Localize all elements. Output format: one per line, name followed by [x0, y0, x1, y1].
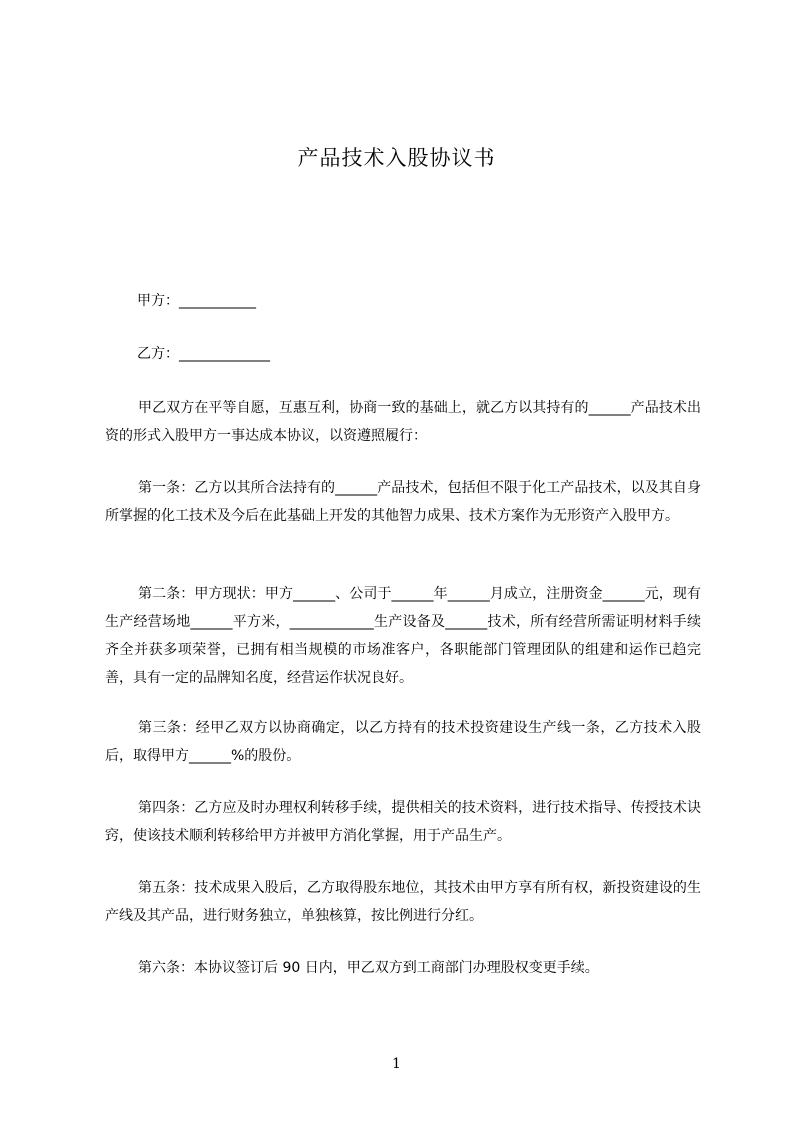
document-title: 产品技术入股协议书 [297, 146, 496, 170]
article-2: 第二条：甲方现状：甲方______、公司于______年______月成立，注册资金______元，现有生产经营场地______平方米，____________生产设备及______技术，所有经营所需证明材料手续齐全并获多项荣誉，已拥有相当规模的市场准客户，各职能部门管理团队的组建和运作已趋完善，具有一定的品牌知名度，经营运作状况良好。 [105, 586, 701, 686]
article-5: 第五条：技术成果入股后，乙方取得股东地位，其技术由甲方享有所有权，新投资建设的生产线及其产品，进行财务独立，单独核算，按比例进行分红。 [105, 880, 701, 924]
article-3: 第三条：经甲乙双方以协商确定，以乙方持有的技术投资建设生产线一条，乙方技术入股后，取得甲方______%的股份。 [105, 720, 701, 764]
article-4: 第四条：乙方应及时办理权利转移手续，提供相关的技术资料，进行技术指导、传授技术诀窍，使该技术顺利转移给甲方并被甲方消化掌握，用于产品生产。 [105, 800, 701, 844]
article-6: 第六条：本协议签订后 90 日内，甲乙双方到工商部门办理股权变更手续。 [138, 960, 599, 976]
party-b-field: 乙方：_____________ [137, 346, 270, 362]
intro-paragraph: 甲乙双方在平等自愿，互惠互利，协商一致的基础上，就乙方以其持有的______产品技术出资的形式入股甲方一事达成本协议，以资遵照履行： [105, 400, 701, 444]
page-number: 1 [392, 1056, 401, 1072]
party-a-field: 甲方：___________ [137, 293, 256, 309]
article-1: 第一条：乙方以其所合法持有的______产品技术，包括但不限于化工产品技术，以及其自身所掌握的化工技术及今后在此基础上开发的其他智力成果、技术方案作为无形资产入股甲方。 [105, 480, 701, 524]
